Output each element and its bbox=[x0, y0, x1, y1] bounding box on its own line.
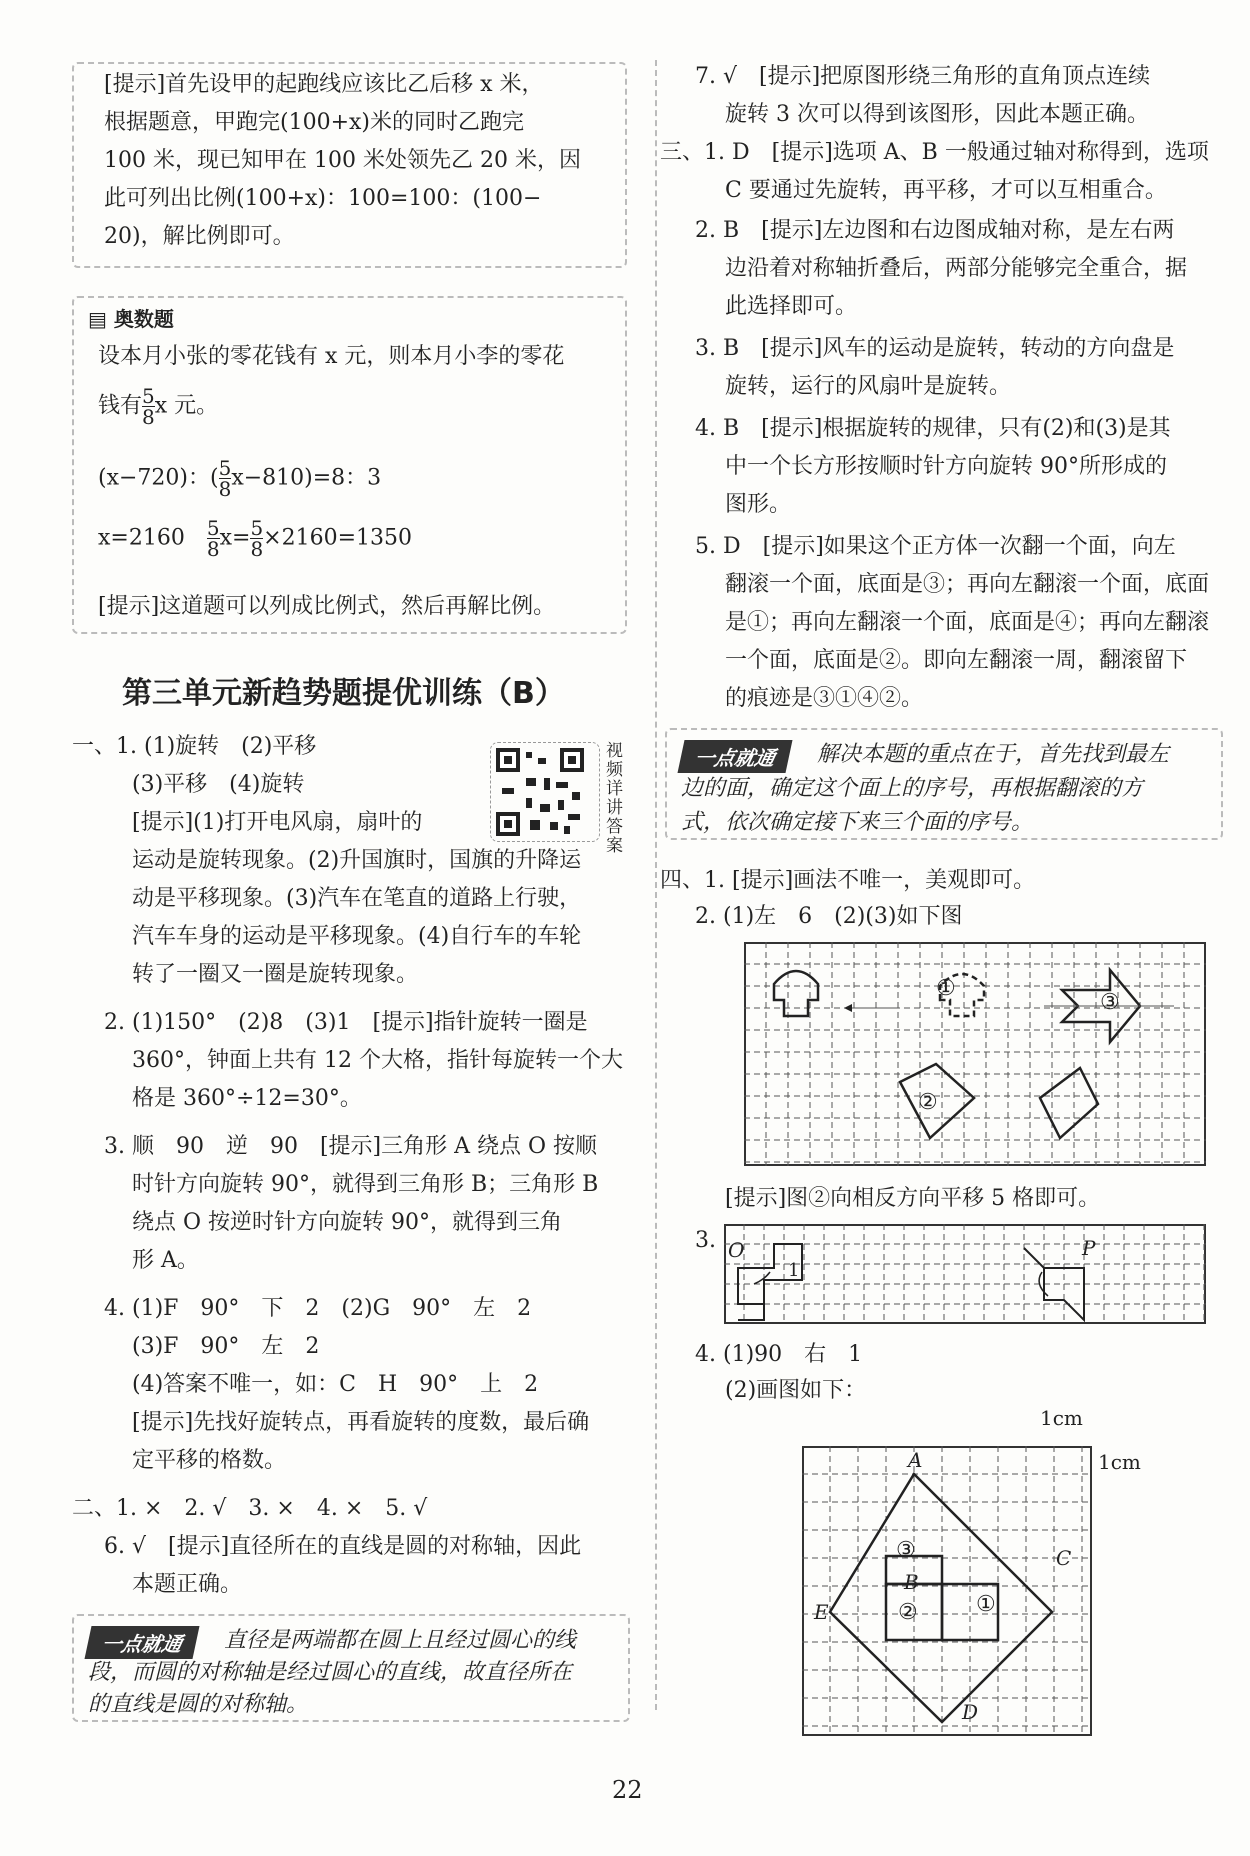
tip-line: 边的面，确定这个面上的序号，再根据翻滚的方 bbox=[681, 776, 1144, 801]
answer-line: 三、1. D [提示]选项 A、B 一般通过轴对称得到，选项 bbox=[660, 140, 1209, 165]
answer-line: 二、1. × 2. √ 3. × 4. × 5. √ bbox=[72, 1496, 428, 1521]
answer-line: 3. B [提示]风车的运动是旋转，转动的方向盘是 bbox=[695, 336, 1175, 361]
answer-line: 4. (1)F 90° 下 2 (2)G 90° 左 2 bbox=[104, 1296, 532, 1321]
question-number: 3. bbox=[695, 1228, 716, 1253]
tip-line: 式，依次确定接下来三个面的序号。 bbox=[681, 810, 1034, 835]
answer-line: (3)平移 (4)旋转 bbox=[132, 772, 305, 797]
answer-line: 运动是旋转现象。(2)升国旗时，国旗的升降运 bbox=[132, 848, 582, 873]
olympiad-box bbox=[72, 296, 627, 634]
hint-line: 根据题意，甲跑完(100+x)米的同时乙跑完 bbox=[104, 110, 524, 135]
hint-line: 此可列出比例(100+x)：100=100：(100− bbox=[104, 186, 542, 211]
answer-line: 2. B [提示]左边图和右边图成轴对称，是左右两 bbox=[695, 218, 1175, 243]
answer-line: [提示]先找好旋转点，再看旋转的度数，最后确 bbox=[132, 1410, 590, 1435]
answer-line: 是①；再向左翻滚一个面，底面是④；再向左翻滚 bbox=[725, 610, 1210, 635]
answer-line: [提示](1)打开电风扇，扇叶的 bbox=[132, 810, 423, 835]
point-p: P bbox=[1082, 1236, 1096, 1260]
answer-line: 旋转，运行的风扇叶是旋转。 bbox=[725, 374, 1012, 399]
olympiad-line1: 设本月小张的零花钱有 x 元，则本月小李的零花 bbox=[98, 344, 565, 369]
answer-line: 边沿着对称轴折叠后，两部分能够完全重合，据 bbox=[725, 256, 1188, 281]
point-e: E bbox=[814, 1600, 829, 1624]
point-d: D bbox=[962, 1700, 979, 1724]
point-o: O bbox=[728, 1238, 745, 1262]
unit-label-y: 1cm bbox=[1098, 1450, 1141, 1474]
answer-line: 360°，钟面上共有 12 个大格，指针每旋转一个大 bbox=[132, 1048, 623, 1073]
fig-label: ③ bbox=[896, 1538, 916, 1563]
tip-box-right bbox=[665, 728, 1223, 840]
answer-line: 中一个长方形按顺时针方向旋转 90°所形成的 bbox=[725, 454, 1167, 479]
answer-line: 汽车车身的运动是平移现象。(4)自行车的车轮 bbox=[132, 924, 582, 949]
answer-line: [提示]图②向相反方向平移 5 格即可。 bbox=[725, 1186, 1101, 1211]
tip-line: 段，而圆的对称轴是经过圆心的直线，故直径所在 bbox=[88, 1660, 573, 1685]
fraction: $\frac{5}{8}$ bbox=[218, 456, 232, 501]
hint-box-top bbox=[72, 62, 627, 268]
answer-line: 定平移的格数。 bbox=[132, 1448, 287, 1473]
fraction: $\frac{5}{8}$ bbox=[206, 516, 220, 561]
mushroom-shape bbox=[774, 971, 818, 1016]
answer-line: 时针方向旋转 90°，就得到三角形 B；三角形 B bbox=[132, 1172, 599, 1197]
answer-line: 本题正确。 bbox=[132, 1572, 243, 1597]
fig-label: ③ bbox=[1100, 990, 1120, 1015]
qr-label: 视频详讲答案 bbox=[606, 741, 623, 856]
tip-line: 解决本题的重点在于，首先找到最左 bbox=[817, 742, 1170, 767]
answer-line: 4. (1)90 右 1 bbox=[695, 1342, 863, 1367]
fraction: $\frac{5}{8}$ bbox=[142, 384, 155, 429]
answer-line: 转了一圈又一圈是旋转现象。 bbox=[132, 962, 419, 987]
figure-q4-grid bbox=[802, 1446, 1092, 1736]
answer-line: 翻滚一个面，底面是③；再向左翻滚一个面，底面 bbox=[725, 572, 1210, 597]
fraction: $\frac{5}{8}$ bbox=[250, 516, 264, 561]
answer-line: 3. 顺 90 逆 90 [提示]三角形 A 绕点 O 按顺 bbox=[104, 1134, 598, 1159]
qr-code[interactable] bbox=[490, 742, 600, 842]
tip-tag: 一点就通 bbox=[677, 740, 792, 773]
answer-line: 绕点 O 按逆时针方向旋转 90°，就得到三角 bbox=[132, 1210, 563, 1235]
answer-line: 的痕迹是③①④②。 bbox=[725, 686, 924, 711]
answer-line: 格是 360°÷12=30°。 bbox=[132, 1086, 362, 1111]
answer-line: 2. (1)左 6 (2)(3)如下图 bbox=[695, 904, 963, 929]
olympiad-line2: 钱有 $\frac{5}{8}$ x 元。 bbox=[98, 384, 219, 429]
answer-line: 图形。 bbox=[725, 492, 792, 517]
unit-label-x: 1cm bbox=[1040, 1406, 1083, 1430]
hint-line: 20)，解比例即可。 bbox=[104, 224, 295, 249]
fig-label: ① bbox=[976, 1592, 996, 1617]
fig-label: ② bbox=[918, 1090, 938, 1115]
answer-line: 动是平移现象。(3)汽车在笔直的道路上行驶， bbox=[132, 886, 582, 911]
answer-line: 5. D [提示]如果这个正方体一次翻一个面，向左 bbox=[695, 534, 1176, 559]
olympiad-eq1: (x−720)：( $\frac{5}{8}$ x−810)=8：3 bbox=[98, 456, 382, 501]
answer-line: 4. B [提示]根据旋转的规律，只有(2)和(3)是其 bbox=[695, 416, 1171, 441]
answer-line: 四、1. [提示]画法不唯一，美观即可。 bbox=[660, 868, 1036, 893]
olympiad-title: ▤ 奥数题 bbox=[88, 307, 174, 331]
tip-line: 的直线是圆的对称轴。 bbox=[88, 1692, 309, 1717]
column-divider bbox=[655, 60, 657, 1710]
book-icon: ▤ bbox=[88, 307, 114, 331]
section-title: 第三单元新趋势题提优训练（B） bbox=[122, 676, 565, 711]
shape-label: 1 bbox=[788, 1260, 800, 1281]
hint-line: [提示]首先设甲的起跑线应该比乙后移 x 米， bbox=[104, 72, 544, 97]
tip-line: 直径是两端都在圆上且经过圆心的线 bbox=[224, 1628, 577, 1653]
answer-line: (3)F 90° 左 2 bbox=[132, 1334, 320, 1359]
answer-line: 形 A。 bbox=[132, 1248, 199, 1273]
answer-line: 2. (1)150° (2)8 (3)1 [提示]指针旋转一圈是 bbox=[104, 1010, 588, 1035]
hint-line: 100 米，现已知甲在 100 米处领先乙 20 米，因 bbox=[104, 148, 581, 173]
tip-box-left bbox=[72, 1614, 630, 1722]
olympiad-hint: [提示]这道题可以列成比例式，然后再解比例。 bbox=[98, 594, 556, 619]
tip-tag: 一点就通 bbox=[84, 1626, 199, 1659]
answer-line: 一个面，底面是②。即向左翻滚一周，翻滚留下 bbox=[725, 648, 1188, 673]
answer-line: 7. √ [提示]把原图形绕三角形的直角顶点连续 bbox=[695, 64, 1151, 89]
point-b: B bbox=[904, 1570, 919, 1594]
answer-line: 旋转 3 次可以得到该图形，因此本题正确。 bbox=[725, 102, 1149, 127]
figure-q2-grid bbox=[744, 942, 1206, 1166]
answer-line: (4)答案不唯一，如：C H 90° 上 2 bbox=[132, 1372, 539, 1397]
fig-label: ① bbox=[936, 976, 956, 1001]
fig-label: ② bbox=[898, 1600, 918, 1625]
point-a: A bbox=[908, 1448, 923, 1472]
point-c: C bbox=[1056, 1546, 1072, 1570]
answer-line: 一、1. (1)旋转 (2)平移 bbox=[72, 734, 317, 759]
page-number: 22 bbox=[612, 1776, 643, 1804]
answer-line: 6. √ [提示]直径所在的直线是圆的对称轴，因此 bbox=[104, 1534, 582, 1559]
answer-line: (2)画图如下： bbox=[725, 1378, 867, 1403]
answer-line: C 要通过先旋转，再平移，才可以互相重合。 bbox=[725, 178, 1167, 203]
answer-line: 此选择即可。 bbox=[725, 294, 858, 319]
olympiad-eq2: x=2160 $\frac{5}{8}$ x= $\frac{5}{8}$ ×2160=1350 bbox=[98, 516, 413, 561]
qr-code-icon bbox=[496, 748, 588, 836]
